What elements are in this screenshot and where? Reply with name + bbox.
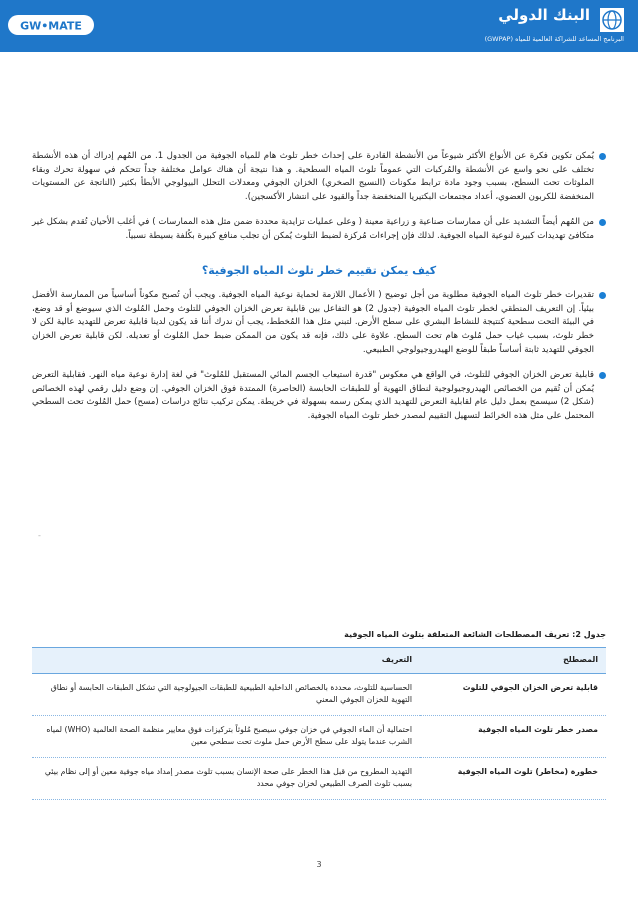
bullet-paragraph — [32, 369, 606, 423]
term-cell: قابلية تعرض الخزان الجوفي للتلوث — [420, 673, 606, 715]
term-cell: مصدر خطر تلوث المياه الجوفية — [420, 715, 606, 757]
term-cell: خطورة (مخاطر) تلوث المياه الجوفية — [420, 757, 606, 799]
table-row — [32, 673, 606, 715]
definitions-table — [32, 647, 606, 800]
paragraph-text: تقديرات خطر تلوث المياه الجوفية مطلوبة من أجل توضيح ( الأعمال اللازمة لحماية نوعية المياه الجوفية. ويجب أن تُصبح مكوناً أساسياً من الممارسة الأفضل بيئياً. إن التعريف المنطقي لخطر تلوث المياه الجوفية (جدول 2) هو التفاعل بين قابلية تعرض الخزان الجوفي للتلوث وحمل المُلوث الذي سيوضع أو قد وضع، في البيئة التحت سطحية كنتيجة للنشاط البشري على سطح الأرض. لتبني مثل هذا المُخطط، يجب أن ندرك أننا قد يكون لدينا قابلية تعرض للتهديد عالية لكن لا خطر تلوث، بسبب غياب حمل مُلوث هام تحت السطح. علاوة على ذلك، فإنه قد يكون من الممكن ضبط حمل المُلوث أو تعديله. لكن قابلية تعرض الخزان الجوفي للتهديد ثابتة أساساً طبقاً للوضع الهيدروجيولوجي الطبيعي. — [32, 290, 594, 355]
bullet-paragraph — [32, 150, 606, 204]
definition-cell: الحساسية للتلوث، محددة بالخصائص الداخلية الطبيعية للطبقات الجيولوجية التي تشكل الطبقات الحابسة أو نطاق التهوية للخزان الجوفي المعني — [32, 673, 420, 715]
table-caption: جدول 2: تعريف المصطلحات الشائعة المتعلقة بتلوث المياه الجوفية — [344, 630, 606, 639]
svg-text:GW•MATE: GW•MATE — [20, 19, 82, 33]
gw-mate-logo — [8, 14, 94, 36]
header-term: المصطلح — [420, 648, 606, 674]
divider-mark: - — [38, 531, 41, 540]
world-bank-name: البنك الدولي — [498, 6, 590, 24]
definition-cell: التهديد المطروح من قبل هذا الخطر على صحة الإنسان بسبب تلوث مصدر إمداد مياه جوفية معين أو إلى نظام بيئي بسبب تلوث الصرف الطبيعي لخزان جوفي محدد — [32, 757, 420, 799]
world-bank-block — [485, 6, 624, 44]
bullet-icon — [599, 372, 606, 379]
page-number: 3 — [316, 860, 322, 869]
table-header-row — [32, 648, 606, 674]
table-row — [32, 715, 606, 757]
main-content — [32, 150, 606, 436]
bullet-icon — [599, 219, 606, 226]
world-bank-globe-icon — [600, 8, 624, 32]
paragraph-text: يُمكن تكوين فكرة عن الأنواع الأكثر شيوعاً من الأنشطة القادرة على إحداث خطر تلوث هام للمياه الجوفية من الجدول 1. من المُهم إدراك أن هذه الأنشطة تختلف على نحو واسع عن الأنشطة والمُركبات التي عموماً تلوث المياه السطحية. و هذا نتيجة أن هناك عوامل مختلفة جداً تتحكم في سهولة تحرك وبقاء الملوثات تحت السطح، بسبب وجود مادة ترابط مكونات (النسيج الصخري) الخزان الجوفي ومعدلات التحلل البيولوجي الأبطأ بكثير (الناتجة عن المستويات المنخفضة للكربون العضوي، أعداد مجتمعات البكتيريا المنخفضة جداً والقيود على انتشار الأكسجين). — [32, 151, 594, 202]
program-subtitle: البرنامج المساعد للشراكة العالمية للمياه (GWPAP) — [484, 35, 624, 43]
section-heading: كيف يمكن تقييم خطر تلوث المياه الجوفية؟ — [201, 263, 437, 277]
paragraph-text: قابلية تعرض الخزان الجوفي للتلوث، في الواقع هي معكوس "قدرة استيعاب الجسم المائي المستقبل للمُلوث" في لغة إدارة نوعية مياه النهر. فقابلية التعرض يُمكن أن تُقيم من الخصائص الهيدروجيولوجية لنطاق التهوية أو للطبقات الحابسة (الحاصرة) الممتدة فوق الخزان الجوفي. إن وضع دليل رقمي لهذه الخصائص (شكل 2) سيسمح بعمل دليل عام لقابلية التعرض للتهديد الذي يمكن رسمه بسهولة في خريطة. يمكن تركيب نتائج دراسات (مسح) حمل المُلوث تحت السطحي المحتمل على مثل هذه الخرائط لتسهيل التقييم لمصدر خطر تلوث المياه الجوفية. — [32, 370, 594, 421]
page-header — [0, 0, 638, 52]
bullet-icon — [599, 153, 606, 160]
bullet-paragraph — [32, 289, 606, 357]
paragraph-text: من المُهم أيضاً التشديد على أن ممارسات صناعية و زراعية معينة ( وعلى عمليات تزايدية محددة ضمن مثل هذه الممارسات ) في أغلب الأحيان تُقدم بشكل غير متكافئ تهديدات كبيرة لنوعية المياه الجوفية. لذلك فإن إجراءات مُركزة لضبط التلوث يُمكن أن تجلب منافع كبيرة بكُلفة بسيطة نسبياً. — [32, 217, 594, 241]
definitions-table-block — [32, 630, 606, 800]
definition-cell: احتمالية أن الماء الجوفي في خزان جوفي سيصبح مُلوثاً بتركيزات فوق معايير منظمة الصحة العالمية (WHO) لمياه الشرب عندما يتولد على سطح الأرض حمل ملوث تحت سطحي معين — [32, 715, 420, 757]
table-row — [32, 757, 606, 799]
bullet-icon — [599, 292, 606, 299]
bullet-paragraph — [32, 216, 606, 243]
header-definition: التعريف — [32, 648, 420, 674]
